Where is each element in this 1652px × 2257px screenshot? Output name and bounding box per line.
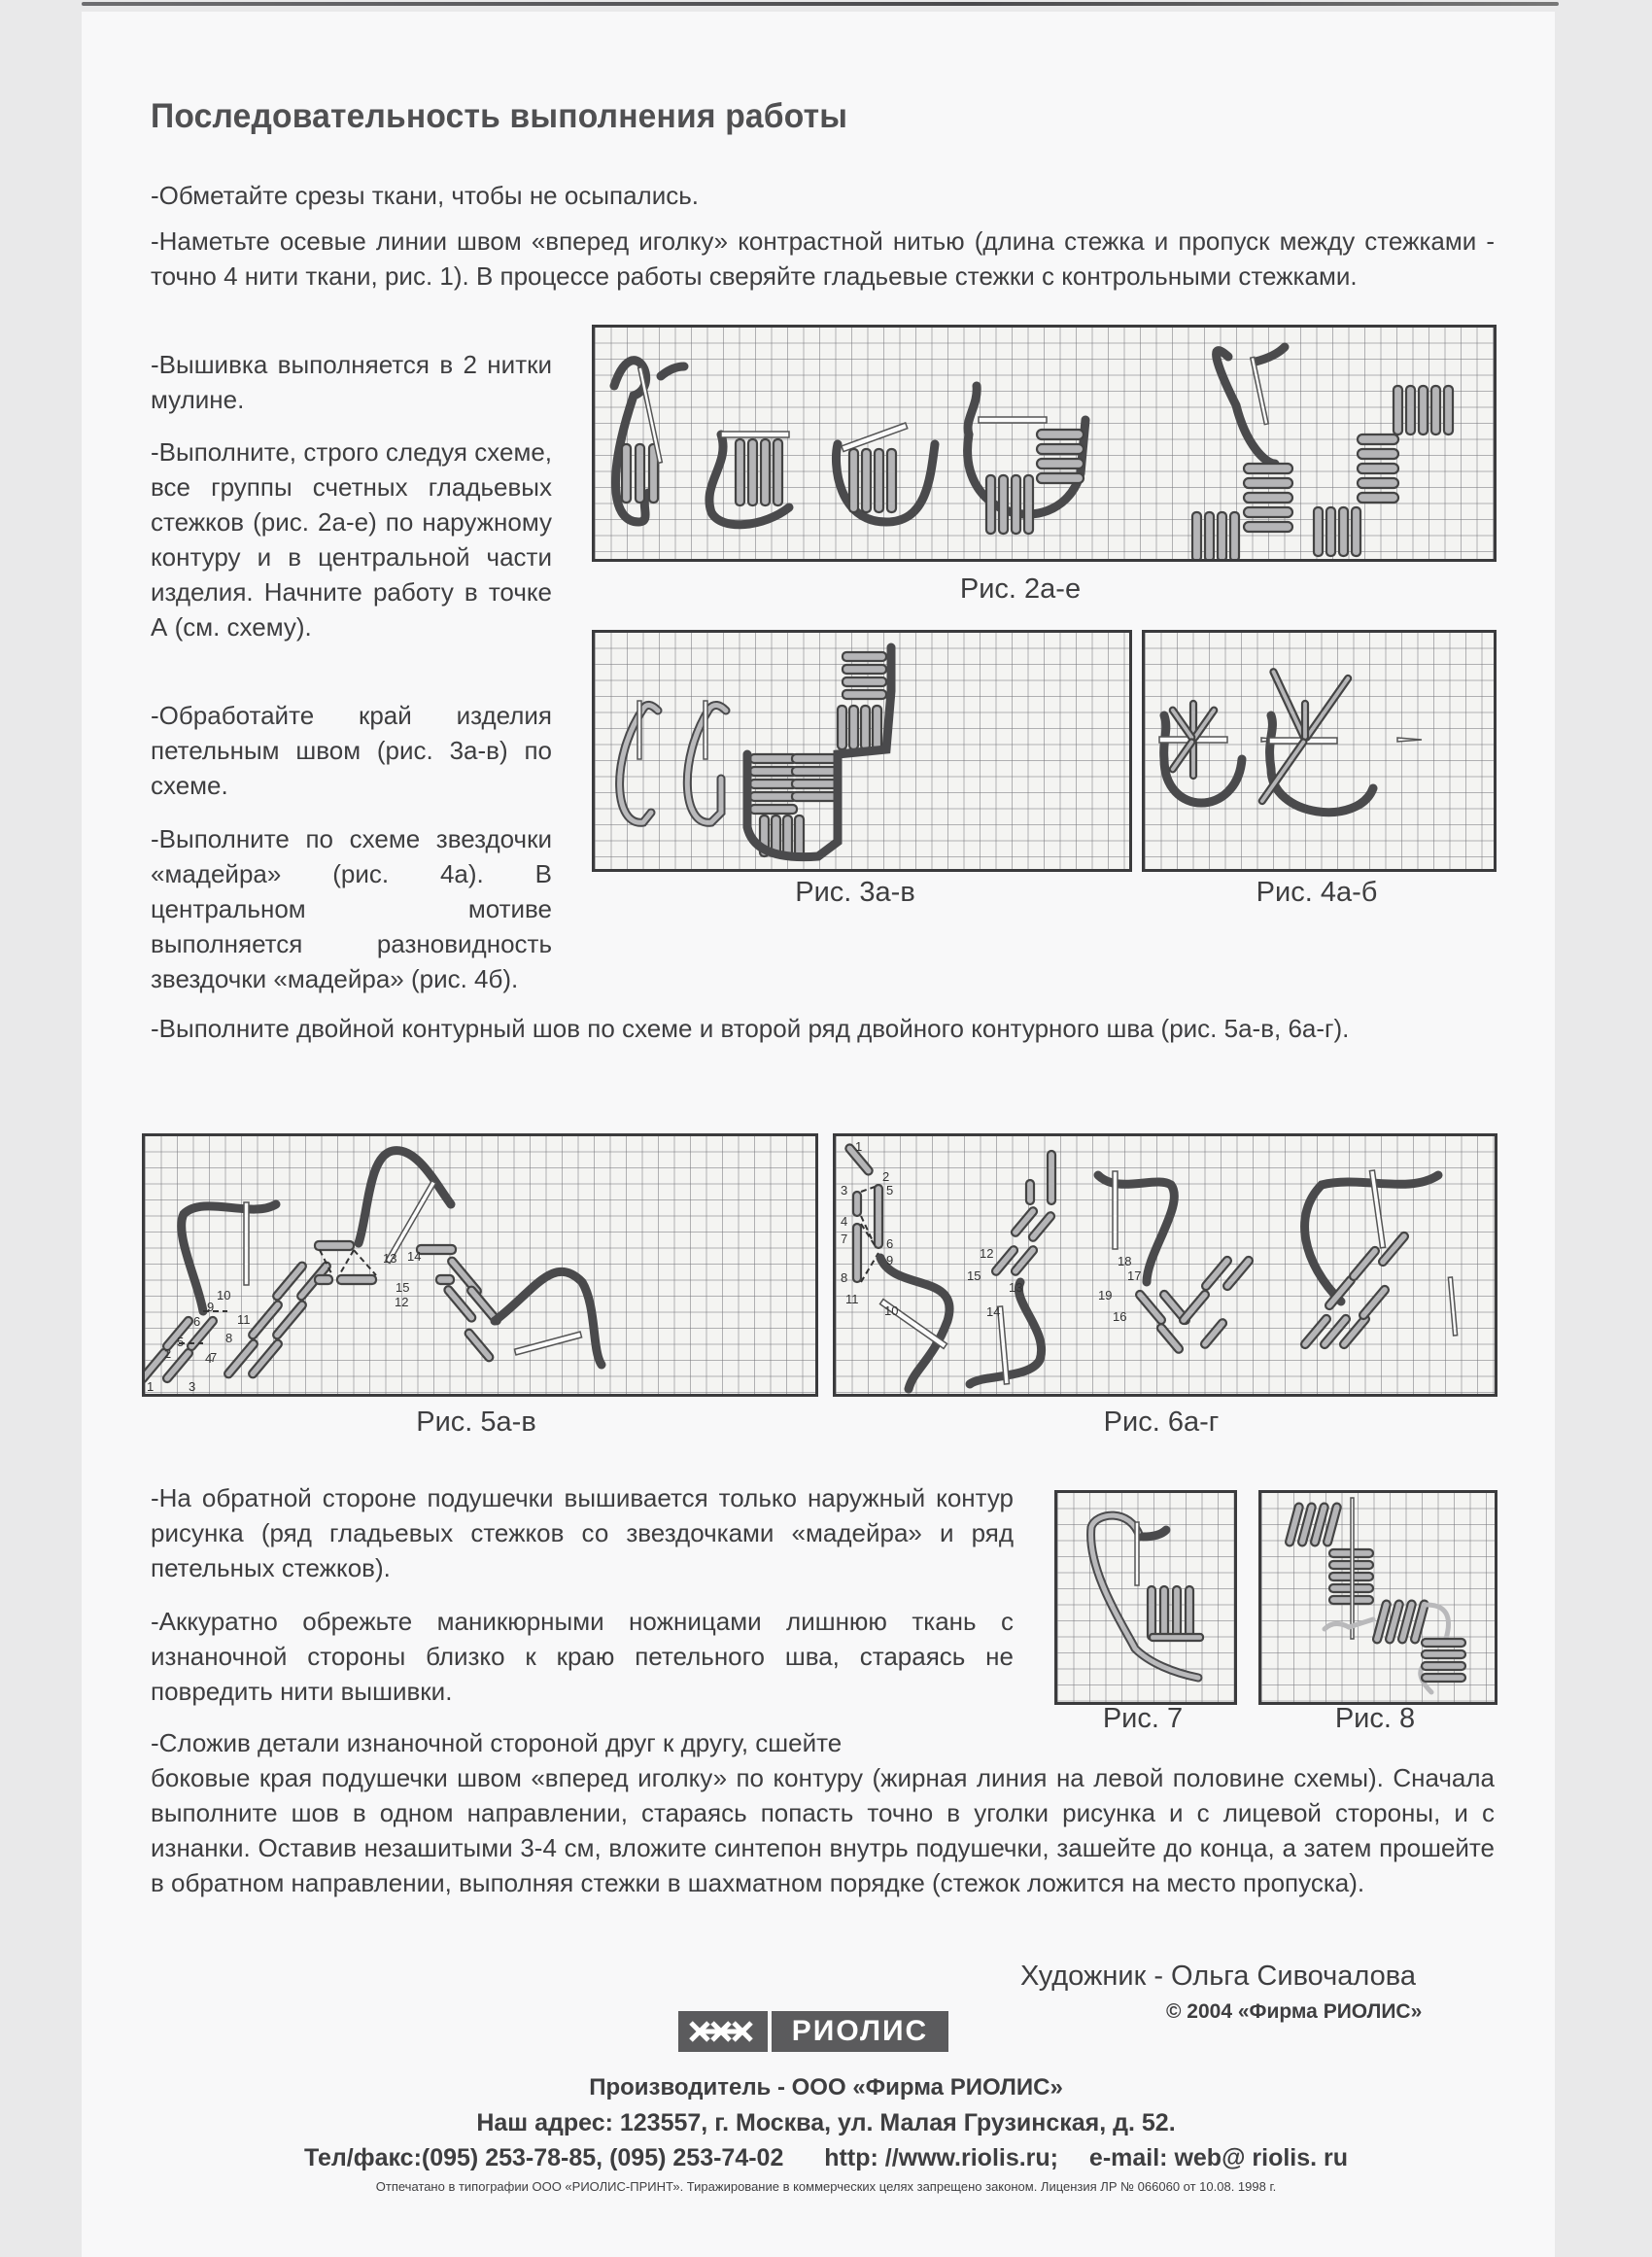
stitch-number: 5 bbox=[886, 1183, 894, 1198]
stitch-number: 6 bbox=[193, 1314, 201, 1329]
footer-contacts bbox=[0, 2144, 1652, 2172]
stitch-number: 18 bbox=[1118, 1254, 1132, 1268]
paragraph-trim-fabric: -Аккуратно обрежьте маникюрными ножницами лишнюю ткань с изнаночной стороны близко к краю петельного шва, стараясь не повредить нити вышивки. bbox=[151, 1607, 1014, 1706]
riolis-logo-text: РИОЛИС bbox=[772, 2011, 948, 2052]
stitch-number: 3 bbox=[189, 1379, 196, 1394]
figure-3-illustration bbox=[595, 633, 1129, 869]
page-top-edge bbox=[82, 2, 1559, 6]
stitch-number: 2 bbox=[164, 1346, 172, 1361]
figure-2-satin-stitch-diagram bbox=[592, 325, 1497, 562]
figure-8-caption: Рис. 8 bbox=[1334, 1703, 1416, 1734]
figure-6-illustration bbox=[836, 1136, 1495, 1394]
stitch-number: 9 bbox=[207, 1300, 215, 1314]
figure-7-diagram bbox=[1054, 1490, 1237, 1705]
stitch-number: 16 bbox=[1113, 1309, 1127, 1324]
footer-email-link[interactable]: e-mail: web@ riolis. ru bbox=[1088, 2144, 1349, 2171]
footer-manufacturer: Производитель - ООО «Фирма РИОЛИС» bbox=[589, 2074, 1063, 2101]
figure-2-caption: Рис. 2а-е bbox=[959, 573, 1082, 605]
figure-3-caption: Рис. 3а-в bbox=[795, 877, 915, 908]
stitch-number: 4 bbox=[841, 1214, 848, 1229]
paragraph-sew-sides: боковые края подушечки швом «вперед иголку» по контуру (жирная линия на левой половине схемы). Сначала выполните шов в одном направлении, стараясь попасть точно в уголки рисунка и с лицевой стороны, и с изнанки. Оставив незашитыми 3-4 см, вложите синтепон внутрь подушечки, зашейте до конца, а затем прошейте в обратном направлении, выполняя стежки в шахматном порядке (стежок ложится на место пропуска). bbox=[151, 1763, 1495, 1897]
riolis-logo bbox=[678, 2011, 948, 2052]
footer-website-link[interactable]: http: //www.riolis.ru; bbox=[824, 2144, 1059, 2171]
stitch-number: 7 bbox=[210, 1350, 218, 1365]
stitch-number: 13 bbox=[1009, 1280, 1023, 1295]
stitch-number: 10 bbox=[884, 1303, 899, 1318]
stitch-number: 9 bbox=[886, 1253, 894, 1267]
figure-6-caption: Рис. 6а-г bbox=[1103, 1406, 1220, 1438]
stitch-number: 12 bbox=[395, 1295, 409, 1309]
figure-6-stitch-numbers bbox=[841, 1139, 1141, 1324]
figure-4-caption: Рис. 4а-б bbox=[1256, 877, 1378, 908]
paragraph-satin-stitches: -Выполните, строго следуя схеме, все группы счетных гладьевых стежков (рис. 2а-е) по наружному контуру и в центральной части изделия. Начните работу в точке А (см. схему). bbox=[151, 437, 552, 642]
stitch-number: 15 bbox=[967, 1268, 981, 1283]
stitch-number: 3 bbox=[841, 1183, 848, 1198]
paragraph-thread-count: -Вышивка выполняется в 2 нитки мулине. bbox=[151, 350, 552, 414]
figure-7-illustration bbox=[1057, 1493, 1234, 1702]
stitch-number: 5 bbox=[177, 1335, 185, 1349]
figure-4-illustration bbox=[1145, 633, 1494, 869]
figure-3-buttonhole-diagram bbox=[592, 630, 1132, 872]
stitch-number: 8 bbox=[841, 1270, 848, 1285]
paragraph-overcast-edges: -Обметайте срезы ткани, чтобы не осыпались. bbox=[151, 181, 700, 210]
paragraph-double-outline: -Выполните двойной контурный шов по схеме и второй ряд двойного контурного шва (рис. 5а-в, 6а-г). bbox=[151, 1014, 1350, 1043]
figure-8-diagram bbox=[1258, 1490, 1497, 1705]
stitch-number: 7 bbox=[841, 1232, 848, 1246]
paragraph-back-side: -На обратной стороне подушечки вышивается только наружный контур рисунка (ряд гладьевых стежков со звездочками «мадейра» и ряд петельных стежков). bbox=[151, 1483, 1014, 1582]
figure-8-illustration bbox=[1261, 1493, 1495, 1702]
figure-4-madeira-star-diagram bbox=[1142, 630, 1497, 872]
page-title: Последовательность выполнения работы bbox=[151, 97, 848, 135]
footer-address: Наш адрес: 123557, г. Москва, ул. Малая Грузинская, д. 52. bbox=[476, 2109, 1176, 2136]
figure-5-illustration bbox=[145, 1136, 815, 1394]
figure-2-illustration bbox=[595, 328, 1494, 559]
stitch-number: 10 bbox=[217, 1288, 231, 1302]
paragraph-sew-sides-start: -Сложив детали изнаночной стороной друг к другу, сшейте bbox=[151, 1728, 843, 1757]
stitch-number: 2 bbox=[882, 1169, 890, 1184]
figure-7-caption: Рис. 7 bbox=[1102, 1703, 1184, 1734]
stitch-number: 6 bbox=[886, 1236, 894, 1251]
stitch-number: 8 bbox=[225, 1331, 233, 1345]
stitch-number: 17 bbox=[1127, 1268, 1142, 1283]
stitch-number: 14 bbox=[407, 1249, 422, 1264]
paragraph-buttonhole-edge: -Обработайте край изделия петельным швом (рис. 3а-в) по схеме. bbox=[151, 701, 552, 800]
footer-fineprint: Отпечатано в типографии ООО «РИОЛИС-ПРИНТ». Тиражирование в коммерческих целях запрещено законом. Лицензия ЛР № 066060 от 10.08. 1998 г. bbox=[375, 2179, 1277, 2194]
stitch-number: 11 bbox=[845, 1292, 859, 1306]
artist-credit: Художник - Ольга Сивочалова bbox=[1020, 1961, 1416, 1992]
figure-5-caption: Рис. 5а-в bbox=[416, 1406, 536, 1438]
stitch-number: 1 bbox=[147, 1379, 155, 1394]
stitch-number: 13 bbox=[383, 1251, 397, 1266]
stitch-number: 12 bbox=[980, 1246, 994, 1261]
stitch-number: 15 bbox=[396, 1280, 410, 1295]
stitch-number: 14 bbox=[986, 1304, 1001, 1319]
paragraph-madeira-stars: -Выполните по схеме звездочки «мадейра» (рис. 4а). В центральном мотиве выполняется разновидность звездочки «мадейра» (рис. 4б). bbox=[151, 824, 552, 993]
stitch-number: 11 bbox=[237, 1312, 251, 1327]
stitch-number: 4 bbox=[205, 1351, 213, 1366]
riolis-logo-mark-icon bbox=[678, 2011, 768, 2052]
figure-6-second-row-diagram bbox=[833, 1133, 1497, 1397]
copyright-notice: © 2004 «Фирма РИОЛИС» bbox=[1166, 2000, 1423, 2023]
stitch-number: 19 bbox=[1098, 1288, 1113, 1302]
stitch-number: 1 bbox=[855, 1139, 863, 1154]
paragraph-axis-lines: -Наметьте осевые линии швом «вперед иголку» контрастной нитью (длина стежка и пропуск между стежками - точно 4 нити ткани, рис. 1). В процессе работы сверяйте гладьевые стежки с контрольными стежками. bbox=[151, 226, 1495, 291]
footer-phone: Тел/факс:(095) 253-78-85, (095) 253-74-02 bbox=[303, 2144, 784, 2171]
figure-5-double-outline-diagram bbox=[142, 1133, 818, 1397]
